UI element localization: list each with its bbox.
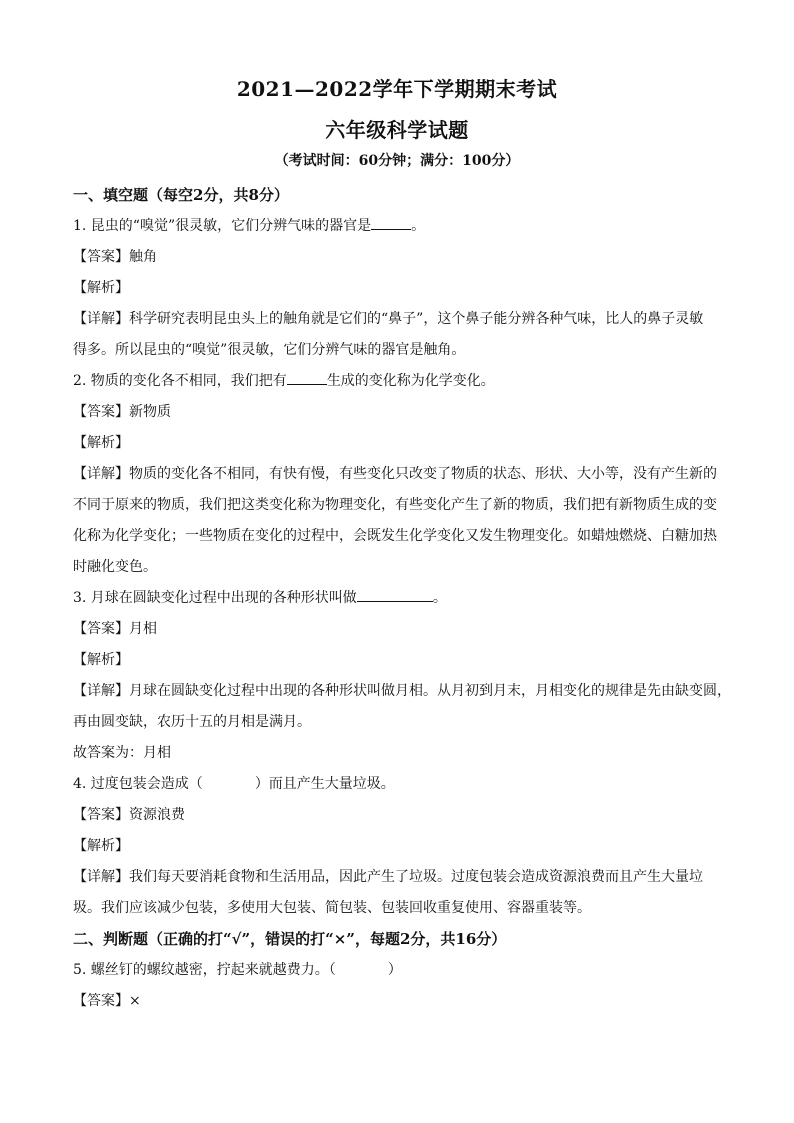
question-2-stem (73, 366, 733, 397)
exam-subtitle: 六年级科学试题 (325, 118, 469, 142)
question-text: 生成的变化称为化学变化。 (326, 373, 495, 389)
question-3-analysis: 【解析】 (73, 652, 129, 668)
answer-blank (371, 213, 411, 230)
question-text: ） (387, 962, 402, 978)
question-3-detail: 【详解】月球在圆缺变化过程中出现的各种形状叫做月相。从月初到月末，月相变化的规律是先由缺变圆， (73, 683, 731, 699)
question-text: 。 (411, 218, 426, 234)
question-3-detail: 再由圆变缺，农历十五的月相是满月。 (73, 714, 311, 730)
exam-content (73, 180, 733, 1017)
question-1-detail: 【详解】科学研究表明昆虫头上的触角就是它们的“鼻子”，这个鼻子能分辨各种气味，比人的鼻子灵敏 (73, 311, 704, 327)
question-1-answer: 【答案】触角 (73, 249, 157, 265)
question-3-conclusion: 故答案为：月相 (73, 745, 171, 761)
question-2-detail: 【详解】物质的变化各不相同，有快有慢，有些变化只改变了物质的状态、形状、大小等，没有产生新的 (73, 466, 717, 482)
question-1-stem (73, 211, 733, 242)
question-4-analysis: 【解析】 (73, 838, 129, 854)
question-text: 3. 月球在圆缺变化过程中出现的各种形状叫做 (73, 590, 357, 606)
question-2-analysis: 【解析】 (73, 435, 129, 451)
question-text: ）而且产生大量垃圾。 (254, 776, 395, 792)
question-text: 2. 物质的变化各不相同，我们把有 (73, 373, 287, 389)
question-2-detail: 时融化变色。 (73, 559, 157, 575)
question-text: 5. 螺丝钉的螺纹越密，拧起来就越费力。（ (73, 962, 336, 978)
answer-blank (357, 585, 433, 602)
question-4-detail: 【详解】我们每天要消耗食物和生活用品，因此产生了垃圾。过度包装会造成资源浪费而且产生大量垃 (73, 869, 703, 885)
question-5-answer: 【答案】× (73, 993, 141, 1009)
exam-info: （考试时间：60分钟；满分：100分） (274, 153, 520, 169)
question-2-detail: 不同于原来的物质，我们把这类变化称为物理变化，有些变化产生了新的物质，我们把有新物质生成的变 (73, 497, 717, 513)
question-4-detail: 圾。我们应该减少包装，多使用大包装、简包装、包装回收重复使用、容器重装等。 (73, 900, 591, 916)
section-heading-judge: 二、判断题（正确的打“√”，错误的打“×”，每题2分，共16分） (73, 930, 507, 948)
exam-title: 2021—2022学年下学期期末考试 (236, 77, 558, 101)
section-heading-fill: 一、填空题（每空2分，共8分） (73, 186, 289, 204)
answer-blank (287, 368, 327, 385)
question-text: 4. 过度包装会造成（ (73, 776, 203, 792)
question-4-stem (73, 769, 733, 800)
question-1-detail: 得多。所以昆虫的“嗅觉”很灵敏，它们分辨气味的器官是触角。 (73, 342, 466, 358)
question-text: 1. 昆虫的“嗅觉”很灵敏，它们分辨气味的器官是 (73, 218, 372, 234)
question-2-answer: 【答案】新物质 (73, 404, 171, 420)
question-1-analysis: 【解析】 (73, 280, 129, 296)
question-3-stem (73, 583, 733, 614)
question-4-answer: 【答案】资源浪费 (73, 807, 185, 823)
question-5-stem (73, 955, 733, 986)
question-3-answer: 【答案】月相 (73, 621, 157, 637)
question-text: 。 (432, 590, 447, 606)
question-2-detail: 化称为化学变化；一些物质在变化的过程中，会既发生化学变化又发生物理变化。如蜡烛燃烧、白糖加热 (73, 528, 717, 544)
